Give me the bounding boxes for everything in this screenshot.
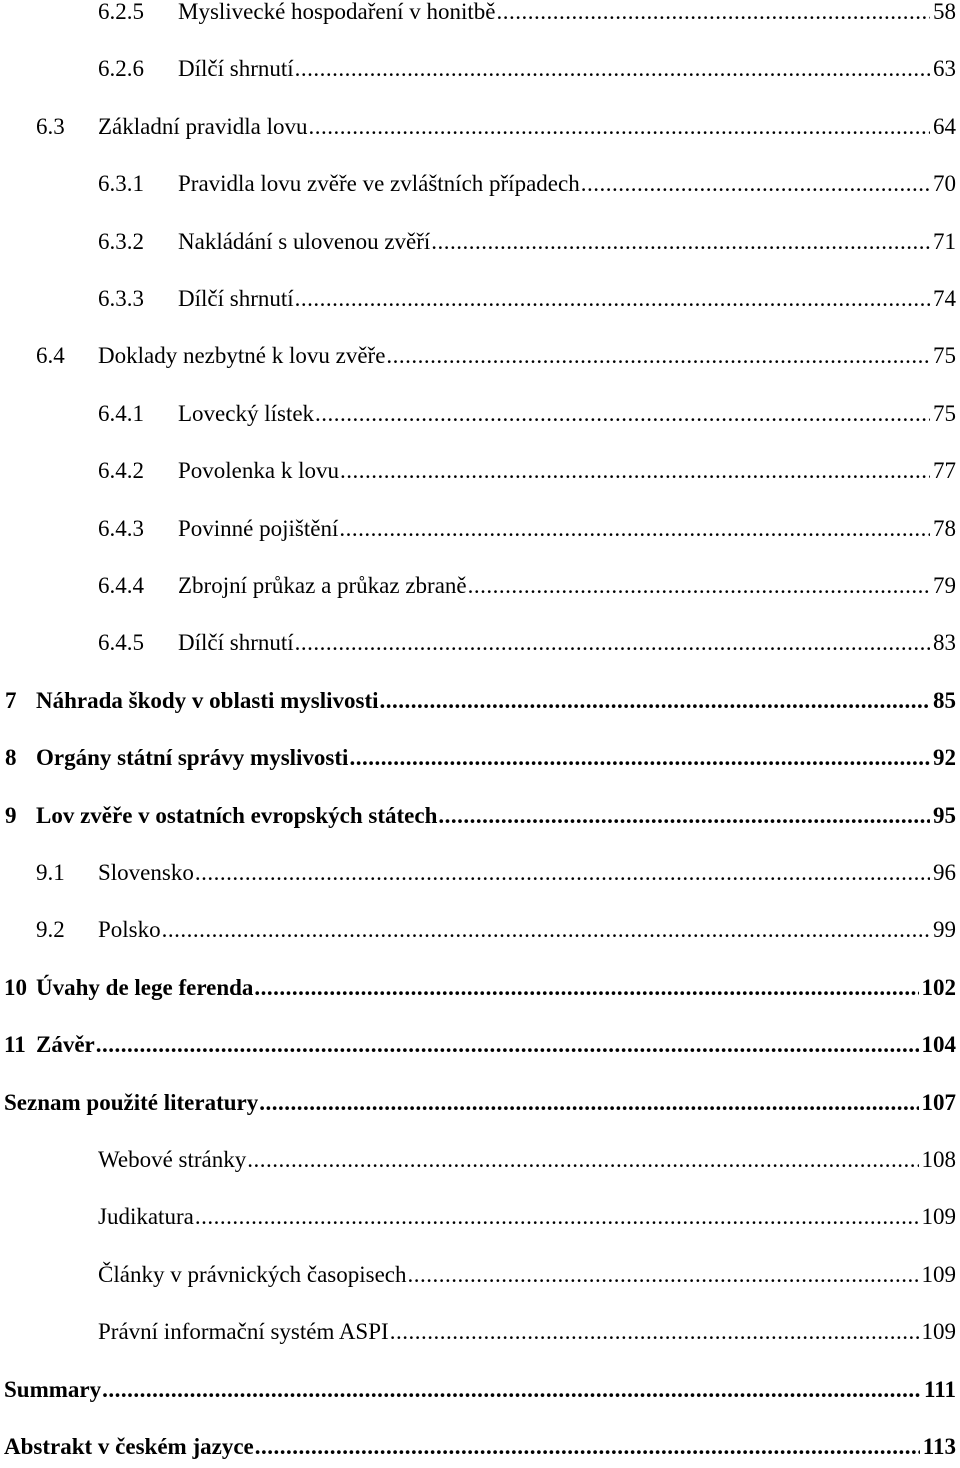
toc-entry-title: Dílčí shrnutí <box>178 49 295 89</box>
toc-row[interactable] <box>0 1312 960 1352</box>
toc-page-number: 96 <box>930 853 956 893</box>
toc-entry-title: Právní informační systém ASPI <box>98 1312 390 1352</box>
toc-page-number: 113 <box>920 1427 956 1467</box>
toc-section-number: 9.1 <box>36 860 65 885</box>
toc-section-number: 8 <box>5 745 17 771</box>
toc-row[interactable] <box>0 566 960 606</box>
toc-row[interactable] <box>0 1083 960 1123</box>
toc-entry-title: Lov zvěře v ostatních evropských státech <box>36 796 438 836</box>
toc-row[interactable] <box>0 910 960 950</box>
toc-leader-dots <box>162 910 930 950</box>
toc-page-number: 102 <box>919 968 957 1008</box>
toc-page-number: 79 <box>930 566 956 606</box>
toc-leader-dots <box>295 623 930 663</box>
toc-section-number: 6.4.2 <box>98 458 144 484</box>
toc-row[interactable] <box>0 279 960 319</box>
toc-section-number: 6.2.6 <box>98 56 144 82</box>
toc-page-number: 109 <box>919 1197 957 1237</box>
toc-leader-dots <box>315 394 930 434</box>
toc-leader-dots <box>496 0 930 32</box>
toc-row[interactable] <box>0 0 960 32</box>
toc-page-number: 63 <box>930 49 956 89</box>
toc-leader-dots <box>380 681 930 721</box>
toc-leader-dots <box>295 49 930 89</box>
toc-row[interactable] <box>0 164 960 204</box>
toc-page-number: 58 <box>930 0 956 32</box>
toc-leader-dots <box>254 968 918 1008</box>
toc-page-number: 71 <box>930 222 956 262</box>
toc-row[interactable] <box>0 107 960 147</box>
toc-row[interactable] <box>0 1197 960 1237</box>
toc-leader-dots <box>468 566 930 606</box>
toc-section-number: 6.4.1 <box>98 400 144 426</box>
toc-row[interactable] <box>0 1025 960 1065</box>
toc-leader-dots <box>340 451 930 491</box>
toc-section-number: 10 <box>4 974 27 1000</box>
toc-section-number: 7 <box>5 687 17 713</box>
toc-page-number: 77 <box>930 451 956 491</box>
toc-leader-dots <box>259 1083 918 1123</box>
toc-row[interactable] <box>0 853 960 893</box>
toc-page-number: 64 <box>930 107 956 147</box>
toc-row[interactable] <box>0 451 960 491</box>
toc-page-number: 109 <box>919 1255 957 1295</box>
toc-page-number: 75 <box>930 394 956 434</box>
toc-row[interactable] <box>0 49 960 89</box>
toc-leader-dots <box>438 796 930 836</box>
toc-entry-title: Pravidla lovu zvěře ve zvláštních případech <box>178 164 581 204</box>
toc-page-number: 104 <box>919 1025 957 1065</box>
toc-leader-dots <box>390 1312 919 1352</box>
toc-entry-title: Povinné pojištění <box>178 509 339 549</box>
toc-entry-title: Seznam použité literatury <box>4 1083 259 1123</box>
toc-leader-dots <box>247 1140 918 1180</box>
toc-leader-dots <box>309 107 931 147</box>
toc-leader-dots <box>295 279 930 319</box>
toc-entry-title: Lovecký lístek <box>178 394 315 434</box>
toc-entry-title: Doklady nezbytné k lovu zvěře <box>98 336 386 376</box>
toc-row[interactable] <box>0 394 960 434</box>
toc-entry-title: Náhrada škody v oblasti myslivosti <box>36 681 380 721</box>
toc-entry-title: Myslivecké hospodaření v honitbě <box>178 0 496 32</box>
toc-entry-title: Závěr <box>36 1025 96 1065</box>
toc-page-number: 108 <box>919 1140 957 1180</box>
toc-row[interactable] <box>0 1255 960 1295</box>
toc-entry-title: Orgány státní správy myslivosti <box>36 738 349 778</box>
toc-row[interactable] <box>0 1427 960 1467</box>
toc-row[interactable] <box>0 1370 960 1410</box>
toc-page-number: 107 <box>919 1083 957 1123</box>
toc-section-number: 6.3.1 <box>98 171 144 197</box>
toc-page-number: 70 <box>930 164 956 204</box>
toc-leader-dots <box>255 1427 920 1467</box>
toc-section-number: 6.3.2 <box>98 228 144 254</box>
toc-section-number: 6.4.5 <box>98 630 144 656</box>
toc-page-number: 95 <box>930 796 956 836</box>
toc-section-number: 6.3.3 <box>98 286 144 311</box>
toc-page-number: 83 <box>930 623 956 663</box>
toc-page-number: 109 <box>919 1312 957 1352</box>
toc-leader-dots <box>195 1197 919 1237</box>
toc-entry-title: Povolenka k lovu <box>178 451 340 491</box>
toc-entry-title: Nakládání s ulovenou zvěří <box>178 222 431 262</box>
toc-leader-dots <box>408 1255 919 1295</box>
toc-row[interactable] <box>0 796 960 836</box>
toc-section-number: 9 <box>5 802 17 828</box>
toc-entry-title: Dílčí shrnutí <box>178 279 295 319</box>
toc-entry-title: Polsko <box>98 910 162 950</box>
toc-section-number: 11 <box>4 1032 26 1058</box>
toc-entry-title: Webové stránky <box>98 1140 247 1180</box>
toc-page-number: 75 <box>930 336 956 376</box>
toc-entry-title: Slovensko <box>98 853 195 893</box>
toc-leader-dots <box>195 853 930 893</box>
toc-entry-title: Úvahy de lege ferenda <box>36 968 254 1008</box>
toc-leader-dots <box>339 509 930 549</box>
toc-row[interactable] <box>0 1140 960 1180</box>
toc-row[interactable] <box>0 509 960 549</box>
toc-row[interactable] <box>0 738 960 778</box>
toc-entry-title: Základní pravidla lovu <box>98 107 309 147</box>
toc-leader-dots <box>349 738 930 778</box>
toc-leader-dots <box>386 336 930 376</box>
toc-entry-title: Judikatura <box>98 1197 195 1237</box>
toc-leader-dots <box>581 164 930 204</box>
toc-row[interactable] <box>0 968 960 1008</box>
toc-entry-title: Summary <box>4 1370 102 1410</box>
toc-entry-title: Zbrojní průkaz a průkaz zbraně <box>178 566 468 606</box>
toc-row[interactable] <box>0 623 960 663</box>
toc-section-number: 6.4.3 <box>98 515 144 541</box>
toc-page-number: 74 <box>930 279 956 319</box>
toc-entry-title: Dílčí shrnutí <box>178 623 295 663</box>
toc-section-number: 9.2 <box>36 917 65 943</box>
toc-page-number: 99 <box>930 910 956 950</box>
toc-page-number: 78 <box>930 509 956 549</box>
toc-section-number: 6.2.5 <box>98 0 144 24</box>
toc-leader-dots <box>96 1025 919 1065</box>
toc-page-number: 85 <box>930 681 956 721</box>
toc-row[interactable] <box>0 336 960 376</box>
toc-entry-title: Články v právnických časopisech <box>98 1255 408 1295</box>
toc-row[interactable] <box>0 222 960 262</box>
toc-row[interactable] <box>0 681 960 721</box>
toc-entry-title: Abstrakt v českém jazyce <box>4 1427 255 1467</box>
toc-leader-dots <box>431 222 930 262</box>
toc-section-number: 6.4.4 <box>98 573 144 598</box>
toc-leader-dots <box>102 1370 921 1410</box>
toc-page-number: 111 <box>921 1370 956 1410</box>
toc-page-number: 92 <box>930 738 956 778</box>
toc-section-number: 6.3 <box>36 113 65 139</box>
toc-section-number: 6.4 <box>36 343 65 369</box>
